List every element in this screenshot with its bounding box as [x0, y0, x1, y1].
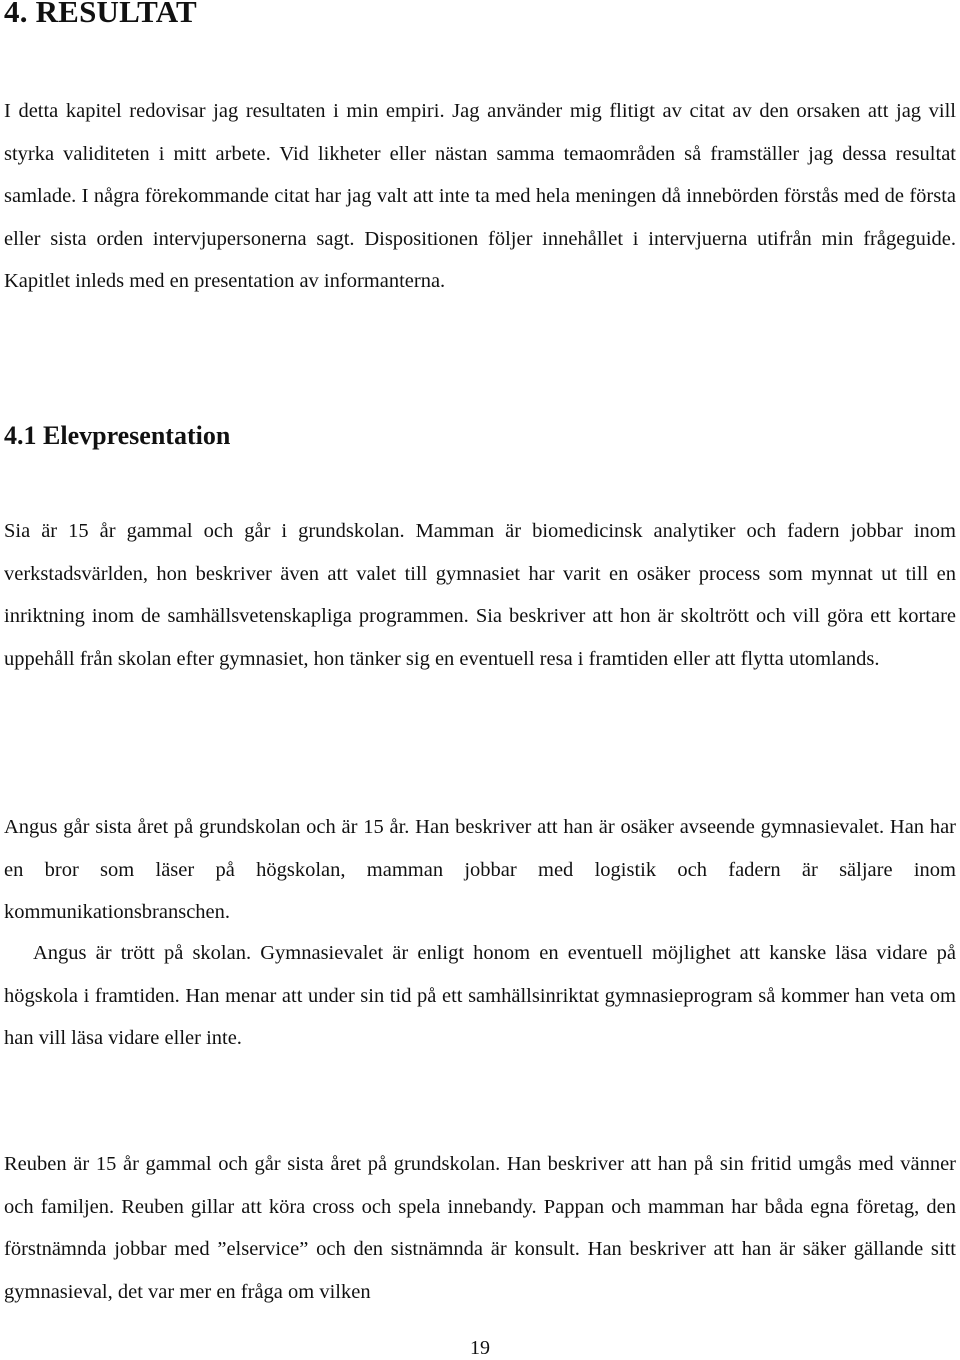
sia-paragraph: Sia är 15 år gammal och går i grundskolan. Mamman är biomedicinsk analytiker och fadern jobbar inom verkstadsvärlden, hon beskriver även att valet till gymnasiet har varit en osäker process som mynnat ut till en inriktning inom de samhällsvetenskapliga programmen. Sia beskriver att hon är skoltrött och vill göra ett kortare uppehåll från skolan efter gymnasiet, hon tänker sig en eventuell resa i framtiden eller att flytta utomlands. [4, 520, 956, 670]
page-number: 19 [470, 1337, 490, 1359]
chapter-heading: 4. RESULTAT [4, 0, 197, 29]
reuben-paragraph: Reuben är 15 år gammal och går sista året på grundskolan. Han beskriver att han på sin fritid umgås med vänner och familjen. Reuben gillar att köra cross och spela innebandy. Pappan och mamman har båda egna företag, den förstnämnda jobbar med ”elservice” och den sistnämnda är konsult. Han beskriver att han är säker gällande sitt gymnasieval, det var mer en fråga om vilken [4, 1153, 956, 1303]
intro-paragraph: I detta kapitel redovisar jag resultaten i min empiri. Jag använder mig flitigt av citat av den orsaken att jag vill styrka validiteten i mitt arbete. Vid likheter eller nästan samma temaområden så framställer jag dessa resultat samlade. I några förekommande citat har jag valt att inte ta med hela meningen då innebörden förstås med de första eller sista orden intervjupersonerna sagt. Dispositionen följer innehållet i intervjuerna utifrån min frågeguide. Kapitlet inleds med en presentation av informanterna. [4, 100, 956, 292]
angus-paragraph-continued: Angus är trött på skolan. Gymnasievalet är enligt honom en eventuell möjlighet att kanske läsa vidare på högskola i framtiden. Han menar att under sin tid på ett samhällsinriktat gymnasieprogram så kommer han veta om han vill läsa vidare eller inte. [4, 942, 956, 1049]
section-heading: 4.1 Elevpresentation [4, 421, 231, 450]
angus-paragraph: Angus går sista året på grundskolan och är 15 år. Han beskriver att han är osäker avseende gymnasievalet. Han har en bror som läser på högskolan, mamman jobbar med logistik och fadern är säljare inom kommunikationsbranschen. [4, 816, 956, 923]
